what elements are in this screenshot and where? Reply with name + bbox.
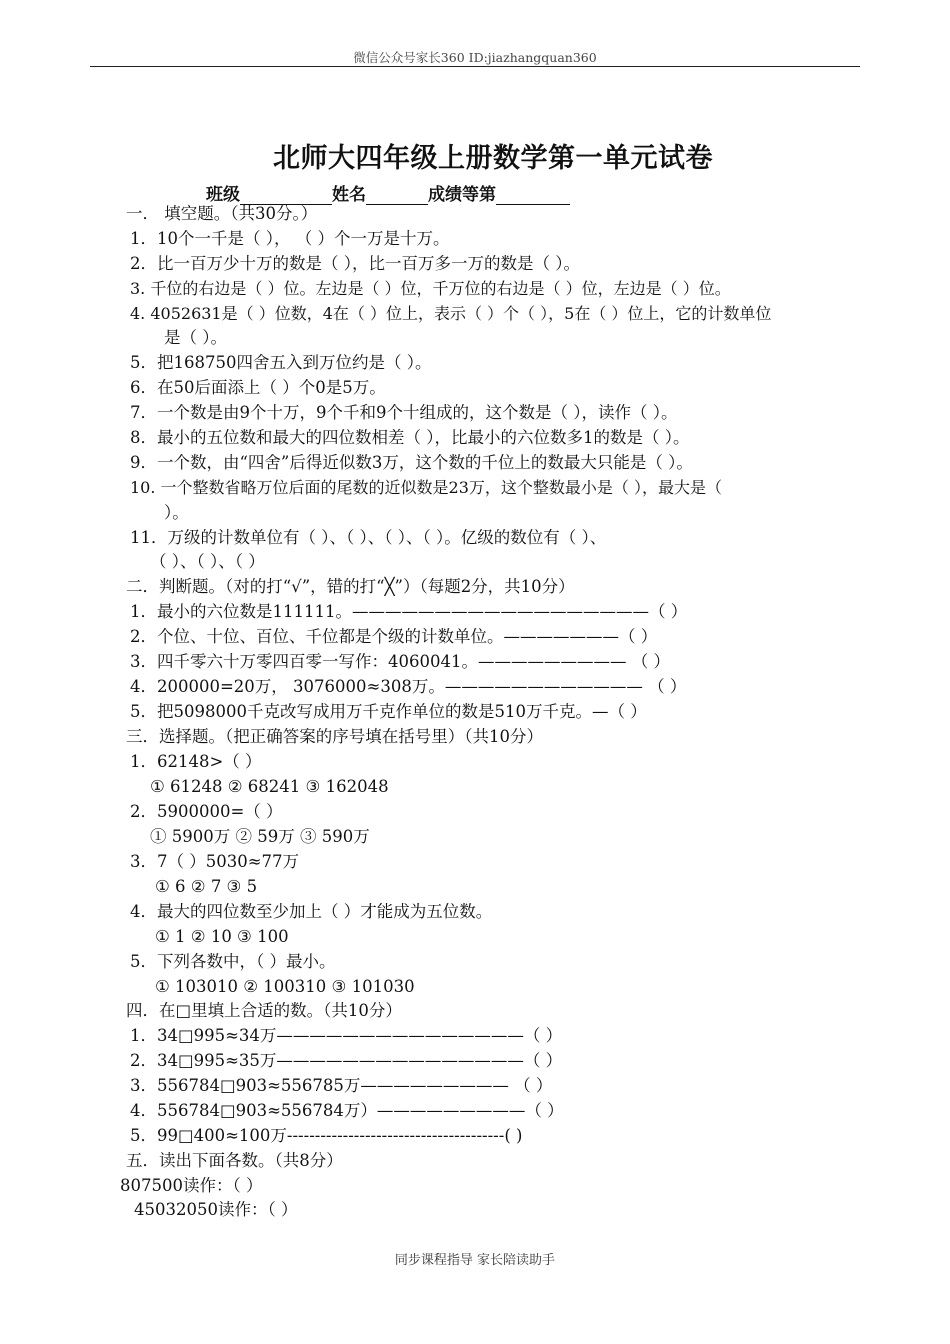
header-divider bbox=[90, 66, 860, 67]
fill-item-6: 6．在50后面添上（ ）个0是5万。 bbox=[130, 378, 386, 397]
box-item-4: 4．556784□903≈556784万）—————————（ ） bbox=[130, 1101, 564, 1120]
fill-item-11: 11．万级的计数单位有（ ）、（ ）、（ ）、（ ）。亿级的数位有（ ）、 bbox=[130, 528, 607, 547]
choice-item-1-options: ① 61248 ② 68241 ③ 162048 bbox=[150, 777, 389, 796]
fill-item-2: 2．比一百万少十万的数是（ ），比一百万多一万的数是（ ）。 bbox=[130, 254, 580, 273]
box-item-1: 1．34□995≈34万———————————————（ ） bbox=[130, 1026, 563, 1045]
class-label: 班级 bbox=[206, 185, 240, 205]
read-item-2: 45032050读作：（ ） bbox=[134, 1200, 298, 1219]
choice-item-1: 1．62148>（ ） bbox=[130, 752, 262, 771]
fill-item-10: 10. 一个整数省略万位后面的尾数的近似数是23万，这个整数最小是（ ），最大是（ bbox=[130, 478, 722, 497]
section-5-heading: 五．读出下面各数。（共8分） bbox=[126, 1151, 343, 1170]
grade-blank[interactable] bbox=[496, 186, 570, 205]
fill-item-3: 3. 千位的右边是（ ）位。左边是（ ）位，千万位的右边是（ ）位，左边是（ ）位。 bbox=[130, 279, 731, 298]
choice-item-4-options: ① 1 ② 10 ③ 100 bbox=[155, 927, 289, 946]
judge-item-3: 3．四千零六十万零四百零一写作：4060041。————————— （ ） bbox=[130, 652, 670, 671]
fill-item-7: 7．一个数是由9个十万，9个千和9个十组成的，这个数是（ ），读作（ ）。 bbox=[130, 403, 678, 422]
name-label: 姓名 bbox=[332, 185, 366, 205]
box-item-5: 5．99□400≈100万---------------------------------------( ) bbox=[130, 1126, 523, 1145]
fill-item-10-cont: ）。 bbox=[164, 503, 189, 522]
fill-item-4-cont: 是（ ）。 bbox=[164, 328, 227, 347]
box-item-2: 2．34□995≈35万———————————————（ ） bbox=[130, 1051, 563, 1070]
fill-item-9: 9．一个数，由“四舍”后得近似数3万，这个数的千位上的数最大只能是（ ）。 bbox=[130, 453, 693, 472]
box-item-3: 3．556784□903≈556785万————————— （ ） bbox=[130, 1076, 553, 1095]
read-item-1: 807500读作：（ ） bbox=[120, 1176, 263, 1195]
choice-item-5-options: ① 103010 ② 100310 ③ 101030 bbox=[155, 977, 415, 996]
judge-item-5: 5．把5098000千克改写成用万千克作单位的数是510万千克。—（ ） bbox=[130, 702, 647, 721]
choice-item-3: 3．7（ ）5030≈77万 bbox=[130, 852, 300, 871]
choice-item-3-options: ① 6 ② 7 ③ 5 bbox=[155, 877, 258, 896]
choice-item-4: 4．最大的四位数至少加上（ ）才能成为五位数。 bbox=[130, 902, 493, 921]
fill-item-5: 5．把168750四舍五入到万位约是（ ）。 bbox=[130, 353, 432, 372]
section-4-heading: 四．在□里填上合适的数。（共10分） bbox=[126, 1001, 402, 1020]
section-2-heading: 二．判断题。（对的打“√”，错的打“╳”）（每题2分，共10分） bbox=[126, 577, 575, 596]
judge-item-4: 4．200000=20万， 3076000≈308万。———————————— （ ） bbox=[130, 677, 687, 696]
student-info-line bbox=[206, 180, 570, 205]
fill-item-11-cont: （ ）、（ ）、（ ） bbox=[150, 552, 265, 571]
judge-item-2: 2．个位、十位、百位、千位都是个级的计数单位。———————（ ） bbox=[130, 627, 658, 646]
header-text: 微信公众号家长360 ID:jiazhangquan360 bbox=[353, 50, 597, 65]
choice-item-5: 5．下列各数中，（ ）最小。 bbox=[130, 952, 336, 971]
choice-item-2: 2．5900000=（ ） bbox=[130, 802, 283, 821]
section-1-heading: 一． 填空题。（共30分。） bbox=[126, 204, 318, 223]
name-blank[interactable] bbox=[366, 186, 428, 205]
judge-item-1: 1．最小的六位数是111111。——————————————————（ ） bbox=[130, 602, 688, 621]
footer-text: 同步课程指导 家长陪读助手 bbox=[394, 1253, 556, 1268]
section-3-heading: 三．选择题。（把正确答案的序号填在括号里）（共10分） bbox=[126, 727, 543, 746]
fill-item-8: 8．最小的五位数和最大的四位数相差（ ），比最小的六位数多1的数是（ ）。 bbox=[130, 428, 690, 447]
grade-label: 成绩等第 bbox=[428, 185, 496, 205]
choice-item-2-options: ① 5900万 ② 59万 ③ 590万 bbox=[150, 827, 370, 846]
fill-item-1: 1．10个一千是（ ）， （ ）个一万是十万。 bbox=[130, 229, 450, 248]
page-title: 北师大四年级上册数学第一单元试卷 bbox=[273, 143, 713, 174]
fill-item-4: 4. 4052631是（ ）位数，4在（ ）位上，表示（ ）个（ ），5在（ ）位上，它的计数单位 bbox=[130, 304, 772, 323]
